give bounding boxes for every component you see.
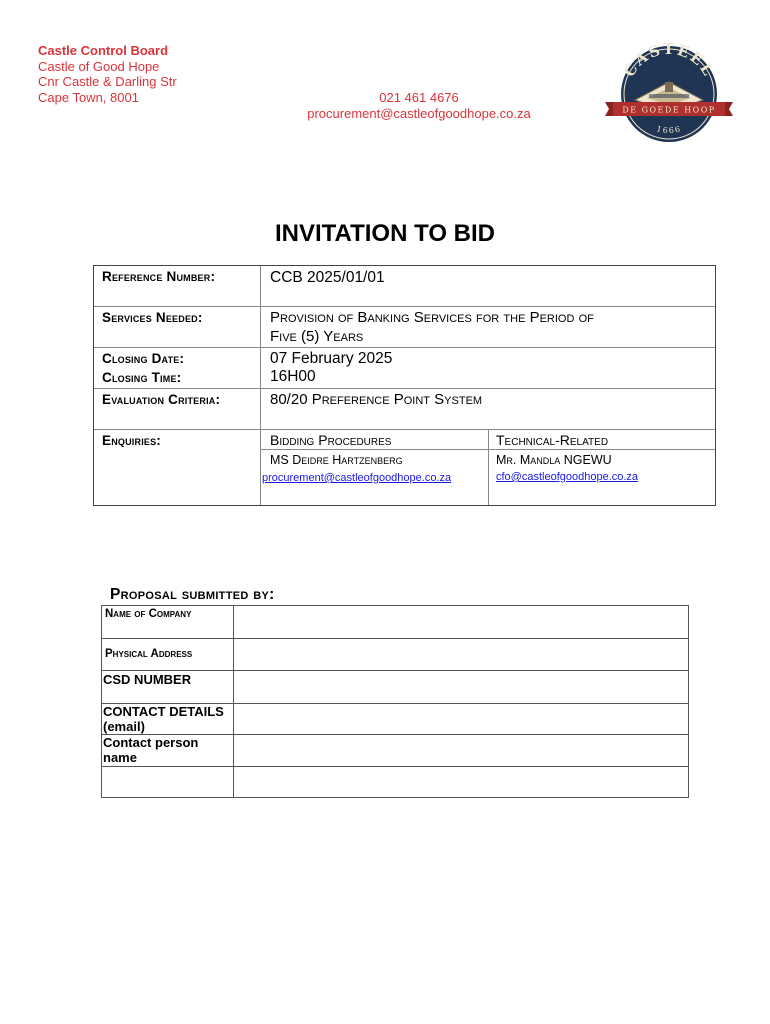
closing-time-value: 16H00 [270,368,316,385]
address-line-3: Cape Town, 8001 [38,89,139,105]
bidding-contact-name: MS Deidre Hartzenberg [270,453,403,467]
page-title: INVITATION TO BID [275,220,495,247]
reference-value: CCB 2025/01/01 [270,269,385,286]
proposal-row-csd [102,671,689,704]
proposal-row-contact-details [102,703,689,735]
proposal-heading: Proposal submitted by: [110,586,275,603]
phone-number: 021 461 4676 [379,90,459,105]
closing-row [94,348,715,389]
bid-details-table [93,265,716,506]
reference-label: Reference Number: [102,269,216,284]
company-name-field[interactable] [234,606,689,639]
contact-details-label: CONTACT DETAILS (email) [102,703,234,735]
services-value-line-1: Provision of Banking Services for the Period of [270,309,594,326]
address-line-2: Cnr Castle & Darling Str [38,74,177,90]
bidding-procedures-heading: Bidding Procedures [270,432,392,448]
services-value-line-2: Five (5) Years [270,328,364,345]
contact-details-field[interactable] [234,703,689,735]
technical-related-heading: Technical-Related [496,432,609,448]
proposal-row-address [102,638,689,671]
address-line-1: Castle of Good Hope [38,58,160,74]
services-label: Services Needed: [102,310,203,325]
logo-ribbon-text: DE GOEDE HOOP [622,105,716,115]
contact-email: procurement@castleofgoodhope.co.za [307,106,531,121]
castle-logo [603,42,735,144]
logo-year: 1666 [655,124,683,136]
reference-row [94,266,715,307]
contact-person-field[interactable] [234,735,689,767]
evaluation-row [94,389,715,430]
proposal-table [101,605,689,798]
closing-date-value: 07 February 2025 [270,350,393,367]
blank-label [102,766,234,798]
csd-number-label: CSD NUMBER [102,671,234,704]
enquiries-row [94,430,715,505]
proposal-row-blank [102,766,689,798]
closing-time-label: Closing Time: [102,370,182,385]
closing-date-label: Closing Date: [102,351,185,366]
evaluation-label: Evaluation Criteria: [102,392,221,407]
proposal-row-contact-person [102,735,689,767]
enquiries-label: Enquiries: [102,433,162,448]
csd-number-field[interactable] [234,671,689,704]
technical-contact-email-link[interactable]: cfo@castleofgoodhope.co.za [496,471,639,483]
logo-top-text: CASTEEL [620,42,719,81]
company-name-label: Name of Company [102,606,234,639]
contact-person-label: Contact person name [102,735,234,767]
technical-contact-name[interactable]: Mr. Mandla NGEWU [496,453,612,467]
letterhead-contact [260,90,578,122]
evaluation-value: 80/20 Preference Point System [270,391,483,408]
physical-address-field[interactable] [234,638,689,671]
physical-address-label: Physical Address [102,638,234,671]
proposal-row-company [102,606,689,639]
blank-field[interactable] [234,766,689,798]
letterhead-address [38,43,177,105]
org-name: Castle Control Board [38,43,169,58]
services-row [94,307,715,348]
bidding-contact-email-link[interactable]: procurement@castleofgoodhope.co.za [262,472,452,484]
